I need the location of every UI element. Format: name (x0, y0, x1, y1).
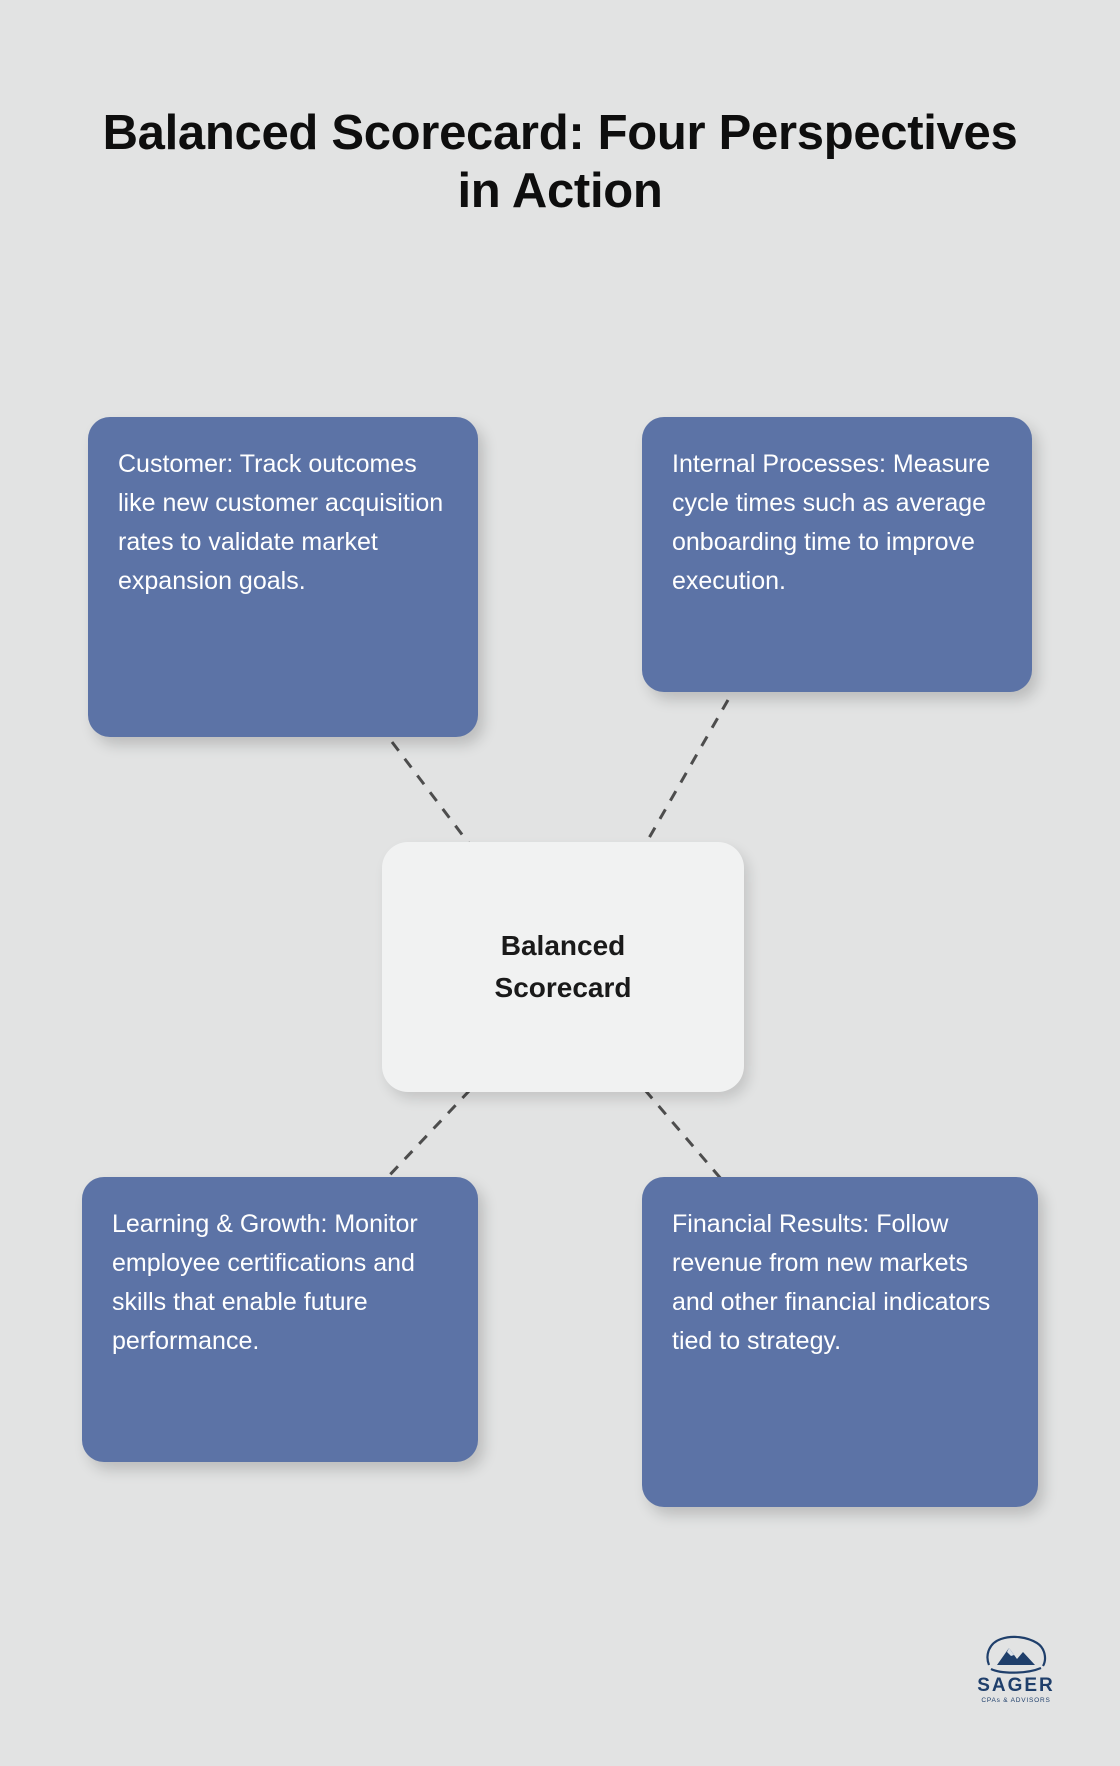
connector-internal-processes (645, 700, 728, 845)
node-learning-growth (82, 1177, 478, 1462)
logo-subtitle: CPAs & ADVISORS (981, 1697, 1051, 1705)
node-customer-text: Customer: Track outcomes like new customer acquisition rates to validate market expansion goals. (118, 450, 444, 595)
node-financial-results-text: Financial Results: Follow revenue from new markets and other financial indicators tied to strategy. (672, 1210, 991, 1355)
mountain-icon (983, 1635, 1049, 1675)
logo-name: SAGER (977, 1675, 1055, 1697)
node-learning-growth-text: Learning & Growth: Monitor employee certifications and skills that enable future performance. (112, 1210, 418, 1355)
sager-logo (968, 1622, 1064, 1718)
connector-learning-growth (385, 1090, 470, 1180)
node-customer (88, 417, 478, 737)
node-internal-processes (642, 417, 1032, 692)
page-title: Balanced Scorecard: Four Perspectives in Action (102, 106, 1018, 218)
node-financial-results (642, 1177, 1038, 1507)
node-internal-processes-text: Internal Processes: Measure cycle times such as average onboarding time to improve execution. (672, 450, 991, 595)
connector-financial-results (645, 1090, 722, 1180)
connector-customer (392, 742, 470, 845)
node-balanced-scorecard-label: Balanced Scorecard (494, 930, 632, 1003)
node-balanced-scorecard (382, 842, 744, 1092)
